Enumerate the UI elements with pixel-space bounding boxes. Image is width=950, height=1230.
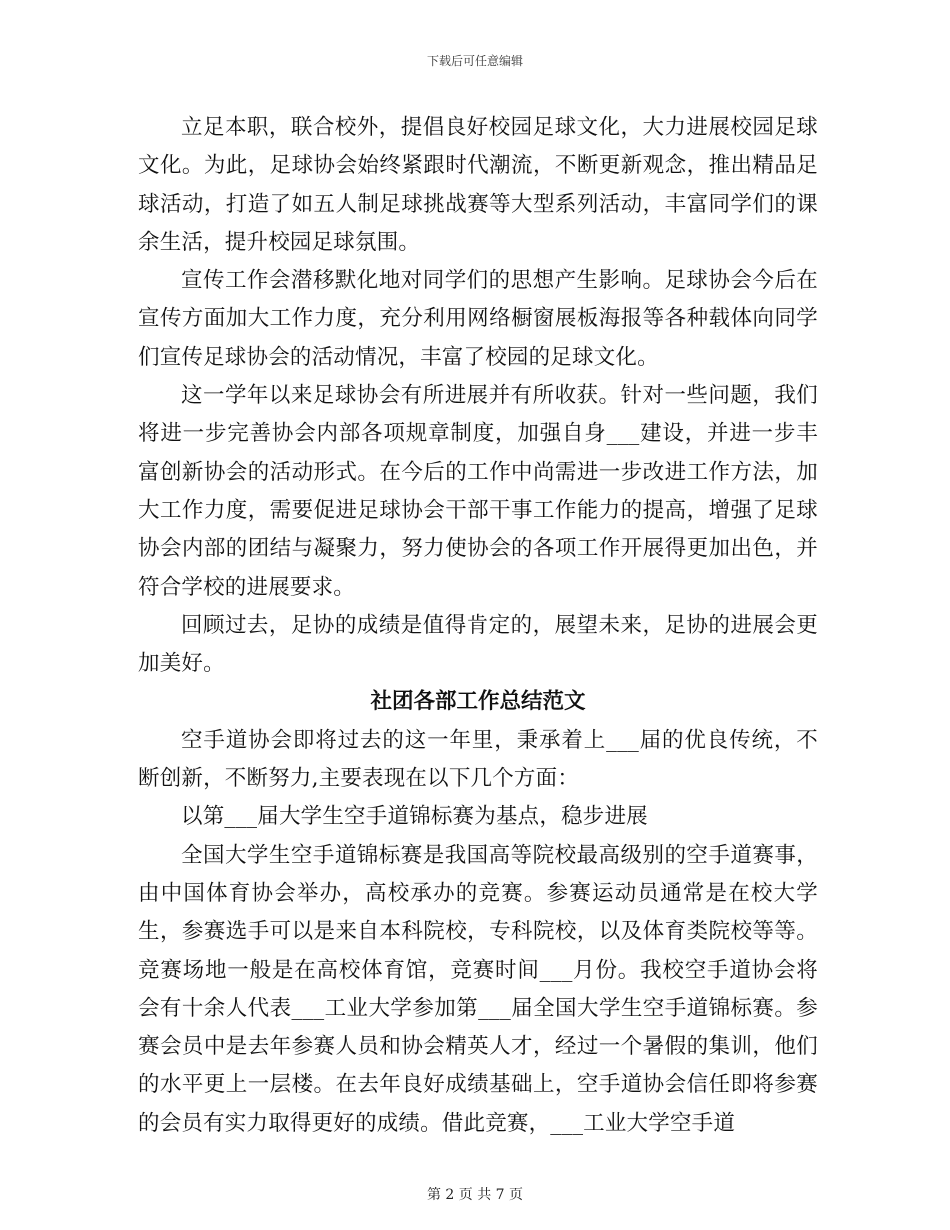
- paragraph-football-culture: 立足本职，联合校外，提倡良好校园足球文化，大力进展校园足球文化。为此，足球协会始终紧跟时代潮流，不断更新观念，推出精品足球活动，打造了如五人制足球挑战赛等大型系列活动，丰富同学们的课余生活，提升校园足球氛围。: [138, 115, 818, 255]
- paragraph-karate-intro: 空手道协会即将过去的这一年里，秉承着上___届的优良传统，不断创新，不断努力,主要表现在以下几个方面：: [138, 727, 818, 792]
- page-header: 下载后可任意编辑: [426, 54, 523, 68]
- paragraph-publicity: 宣传工作会潜移默化地对同学们的思想产生影响。足球协会今后在宣传方面加大工作力度，充分利用网络橱窗展板海报等各种载体向同学们宣传足球协会的活动情况，丰富了校园的足球文化。: [138, 268, 818, 370]
- paragraph-outlook: 回顾过去，足协的成绩是值得肯定的，展望未来，足协的进展会更加美好。: [138, 612, 818, 677]
- page-footer: 第 2 页 共 7 页: [426, 1187, 524, 1203]
- paragraph-karate-championship: 全国大学生空手道锦标赛是我国高等院校最高级别的空手道赛事，由中国体育协会举办，高校承办的竞赛。参赛运动员通常是在校大学生，参赛选手可以是来自本科院校，专科院校，以及体育类院校等等。竞赛场地一般是在高校体育馆，竞赛时间___月份。我校空手道协会将会有十余人代表___工业大学参加第___届全国大学生空手道锦标赛。参赛会员中是去年参赛人员和协会精英人才，经过一个暑假的集训，他们的水平更上一层楼。在去年良好成绩基础上，空手道协会信任即将参赛的会员有实力取得更好的成绩。借此竞赛，___工业大学空手道: [138, 842, 818, 1136]
- paragraph-year-review: 这一学年以来足球协会有所进展并有所收获。针对一些问题，我们将进一步完善协会内部各项规章制度，加强自身___建设，并进一步丰富创新协会的活动形式。在今后的工作中尚需进一步改进工作方法，加大工作力度，需要促进足球协会干部干事工作能力的提高，增强了足球协会内部的团结与凝聚力，努力使协会的各项工作开展得更加出色，并符合学校的进展要求。: [138, 383, 818, 600]
- document-body: [138, 109, 818, 1143]
- section-title: 社团各部工作总结范文: [370, 689, 586, 715]
- paragraph-karate-subheading: 以第___届大学生空手道锦标赛为基点，稳步进展: [181, 804, 648, 830]
